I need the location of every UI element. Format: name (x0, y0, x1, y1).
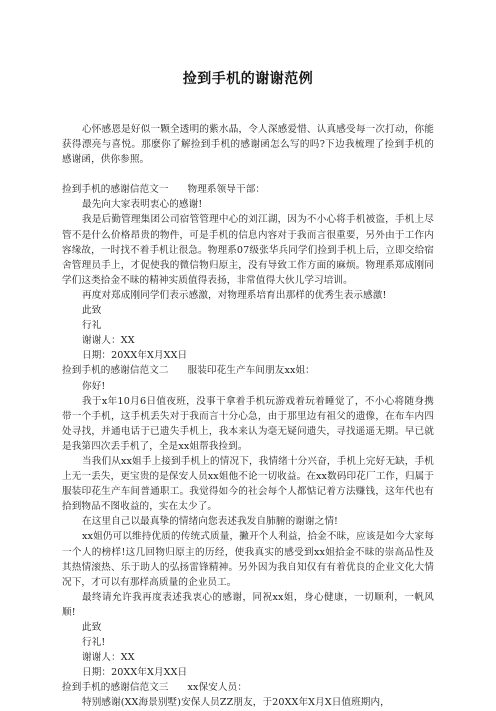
letter-3-heading: 捡到手机的感谢信范文三 xx保安人员： (62, 682, 248, 694)
letter-1-signature: 谢谢人：XX (82, 335, 135, 347)
letter-1-closing: 此致 (82, 305, 102, 317)
letter-1-closing: 行礼 (82, 320, 102, 332)
letter-2-paragraph: 你好! (82, 380, 106, 392)
document-title: 捡到手机的谢谢范例 (182, 71, 314, 87)
letter-2-paragraph: xx姐仍可以维持优质的传统式质量，撇开个人利益，拾金不昧，应该是如今大家每一个人的榜样!这几回物归原主的历经，使我真实的感受到xx姐拾金不昧的崇高品性及其热情滚热、乐于助人的弘扬雷锋精神。另外因为我自知仅有有着优良的企业文化大情况下，才可以有那样高质量的企业员工。 (62, 531, 434, 588)
letter-2-closing: 此致 (82, 622, 102, 633)
letter-2-heading: 捡到手机的感谢信范文二 服装印花生产车间朋友xx姐： (62, 365, 315, 377)
letter-2-paragraph: 当我们从xx姐手上接到手机上的情况下，我情绪十分兴奋，手机上完好无缺，手机上无一丢失，更宝贵的是保安人员xx姐他不论一切收益。在xx数码印花厂工作，归属于服装印花生产车间普通职工。我觉得如今的社会每个人都惦记着方法赚钱，这年代也有拾到物品不图收益的，实在太少了。 (62, 455, 434, 513)
intro-paragraph: 心怀感恩是好似一颗全透明的紫水晶，令人深感爱惜、认真感受每一次打动，你能获得漂亮与喜悦。那麽你了解捡到手机的感谢函怎么写的吗?下边我梳理了捡到手机的感谢函，供你参照。 (62, 124, 434, 166)
letter-1-paragraph: 再度对郑成刚同学们表示感激，对物理系培育出那样的优秀生表示感激! (82, 289, 387, 301)
letter-1-paragraph: 我是后勤管理集团公司宿管管理中心的刘江湖，因为不小心将手机被盗，手机上尽管不是什么价格昂贵的物件，可是手机的信息内容对于我而言很重要，另外由于工作内容缘故，一时找不着手机让很急。物理系07级张华兵同学们捡到手机上后，立即交给宿舍管理员手上，才促使我的微信物归原主，没有导致工作方面的麻烦。物理系郑成刚同学们这类拾金不昧的精神实质值得表扬，非常值得大伙儿学习培训。 (62, 214, 434, 286)
letter-1-heading: 捡到手机的感谢信范文一 物理系领导干部： (62, 184, 266, 196)
letter-2-signature: 谢谢人：XX (82, 652, 135, 664)
letter-1-paragraph: 最先向大家表明衷心的感谢! (82, 199, 203, 211)
letter-2-closing: 行礼! (82, 637, 106, 649)
letter-3-paragraph: 特别感谢(XX海景别墅)安保人员ZZ朋友，于20XX年X月X日值班期内， (82, 697, 390, 709)
letter-2-paragraph: 我于x年10月6日值夜班，没事干拿着手机玩游戏着玩着睡觉了，不小心将随身携带一个手机，这手机丢失对于我而言十分心急，由于那里边有祖父的遗像，在布车内四处寻找，并通电话于已遗失手机上，我本来认为毫无疑问遗失，寻找遥遥无期。早已就是我第四次丢手机了，全是xx姐帮我捡到。 (62, 395, 434, 452)
letter-2-paragraph: 最终请允许我再度表述我衷心的感谢，同祝xx姐，身心健康，一切顺利，一帆风顺! (62, 591, 434, 618)
letter-2-paragraph: 在这里自己以最真挚的情绪向您表述我发自肺腑的谢谢之情! (82, 516, 338, 528)
letter-1-date: 日期：20XX年X月XX日 (82, 350, 188, 362)
document-body (62, 122, 434, 711)
letter-2-date: 日期：20XX年X月XX日 (82, 667, 188, 679)
